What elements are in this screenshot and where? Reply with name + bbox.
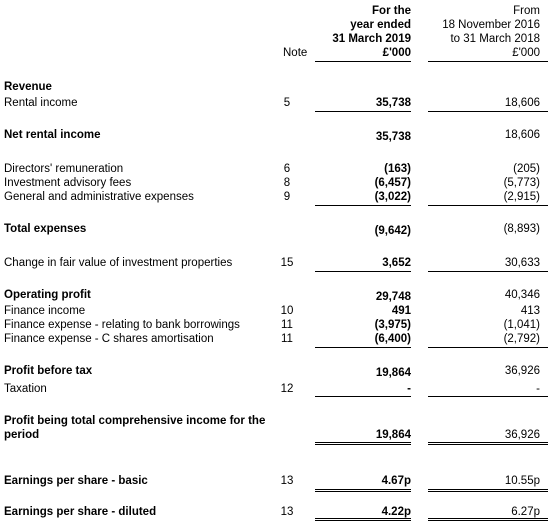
finance-expense-cshares-note: 11	[281, 333, 293, 345]
eps-basic-prior: 10.55p	[504, 475, 540, 487]
profit-total-label-line1: Profit being total comprehensive income for the	[4, 415, 266, 427]
finance-income-prior: 413	[520, 305, 540, 317]
finance-income-current: 491	[391, 305, 411, 317]
rule	[428, 396, 548, 397]
eps-diluted-note: 13	[280, 506, 294, 518]
current-col-header-2: year ended	[350, 19, 411, 31]
operating-profit-current: 29,748	[375, 291, 411, 303]
total-expenses-prior: (8,893)	[503, 223, 540, 235]
directors-remuneration-prior: (205)	[513, 163, 540, 175]
rental-income-note: 5	[283, 97, 291, 109]
net-rental-income-label: Net rental income	[4, 129, 101, 141]
eps-diluted-prior: 6.27p	[511, 506, 540, 518]
taxation-note: 12	[280, 383, 294, 395]
finance-income-label: Finance income	[4, 305, 86, 317]
investment-advisory-fees-note: 8	[283, 177, 291, 189]
double-rule	[315, 518, 411, 521]
finance-expense-cshares-label: Finance expense - C shares amortisation	[4, 333, 214, 345]
double-rule	[428, 489, 548, 492]
net-rental-income-prior: 18,606	[504, 129, 540, 141]
total-expenses-current: (9,642)	[374, 225, 411, 237]
eps-basic-note: 13	[280, 475, 294, 487]
taxation-label: Taxation	[4, 383, 47, 395]
double-rule	[315, 442, 411, 445]
header-rule-prior	[428, 61, 548, 62]
total-expenses-label: Total expenses	[4, 223, 87, 235]
current-col-header-3: 31 March 2019	[332, 33, 411, 45]
general-admin-expenses-note: 9	[283, 191, 291, 203]
directors-remuneration-label: Directors' remuneration	[4, 163, 124, 175]
prior-col-header-2: 18 November 2016	[442, 19, 540, 31]
investment-advisory-fees-current: (6,457)	[374, 177, 411, 189]
rule	[315, 111, 411, 112]
operating-profit-label: Operating profit	[4, 289, 91, 301]
header-rule-current	[315, 61, 411, 62]
rental-income-prior: 18,606	[504, 97, 540, 109]
finance-expense-bank-prior: (1,041)	[503, 319, 540, 331]
general-admin-expenses-current: (3,022)	[374, 191, 411, 203]
finance-expense-cshares-current: (6,400)	[374, 333, 411, 345]
taxation-prior: -	[536, 383, 540, 395]
profit-total-current: 19,864	[375, 429, 411, 441]
general-admin-expenses-prior: (2,915)	[503, 191, 540, 203]
double-rule	[315, 489, 411, 492]
rule	[428, 205, 548, 206]
prior-col-header-4: £'000	[512, 47, 540, 59]
double-rule	[428, 518, 548, 521]
rule	[315, 347, 411, 348]
investment-advisory-fees-prior: (5,773)	[503, 177, 540, 189]
profit-total-label-line2: period	[4, 429, 40, 441]
rule	[428, 347, 548, 348]
eps-diluted-label: Earnings per share - diluted	[4, 506, 157, 518]
revenue-heading: Revenue	[4, 81, 52, 93]
current-col-header-1: For the	[372, 5, 411, 17]
change-fair-value-label: Change in fair value of investment properties	[4, 257, 233, 269]
profit-before-tax-label: Profit before tax	[4, 365, 93, 377]
eps-basic-label: Earnings per share - basic	[4, 475, 148, 487]
net-rental-income-current: 35,738	[375, 131, 411, 143]
rental-income-current: 35,738	[375, 97, 411, 109]
prior-col-header-1: From	[513, 5, 540, 17]
profit-total-prior: 36,926	[504, 429, 540, 441]
eps-basic-current: 4.67p	[381, 475, 411, 487]
rule	[315, 271, 411, 272]
double-rule	[428, 442, 548, 445]
rule	[428, 271, 548, 272]
change-fair-value-current: 3,652	[382, 257, 411, 269]
eps-diluted-current: 4.22p	[381, 506, 411, 518]
change-fair-value-prior: 30,633	[504, 257, 540, 269]
profit-before-tax-current: 19,864	[375, 367, 411, 379]
finance-expense-cshares-prior: (2,792)	[503, 333, 540, 345]
rental-income-label: Rental income	[4, 97, 78, 109]
prior-col-header-3: to 31 March 2018	[450, 33, 540, 45]
change-fair-value-note: 15	[280, 257, 294, 269]
finance-expense-bank-label: Finance expense - relating to bank borrowings	[4, 319, 240, 331]
directors-remuneration-note: 6	[283, 163, 291, 175]
general-admin-expenses-label: General and administrative expenses	[4, 191, 194, 203]
finance-expense-bank-current: (3,975)	[374, 319, 411, 331]
rule	[315, 205, 411, 206]
taxation-current: -	[407, 383, 411, 395]
rule	[428, 111, 548, 112]
finance-expense-bank-note: 11	[281, 319, 293, 331]
note-header: Note	[283, 47, 308, 59]
investment-advisory-fees-label: Investment advisory fees	[4, 177, 132, 189]
finance-income-note: 10	[280, 305, 294, 317]
directors-remuneration-current: (163)	[384, 163, 411, 175]
operating-profit-prior: 40,346	[504, 289, 540, 301]
current-col-header-4: £'000	[382, 47, 411, 59]
rule	[315, 396, 411, 397]
profit-before-tax-prior: 36,926	[504, 365, 540, 377]
